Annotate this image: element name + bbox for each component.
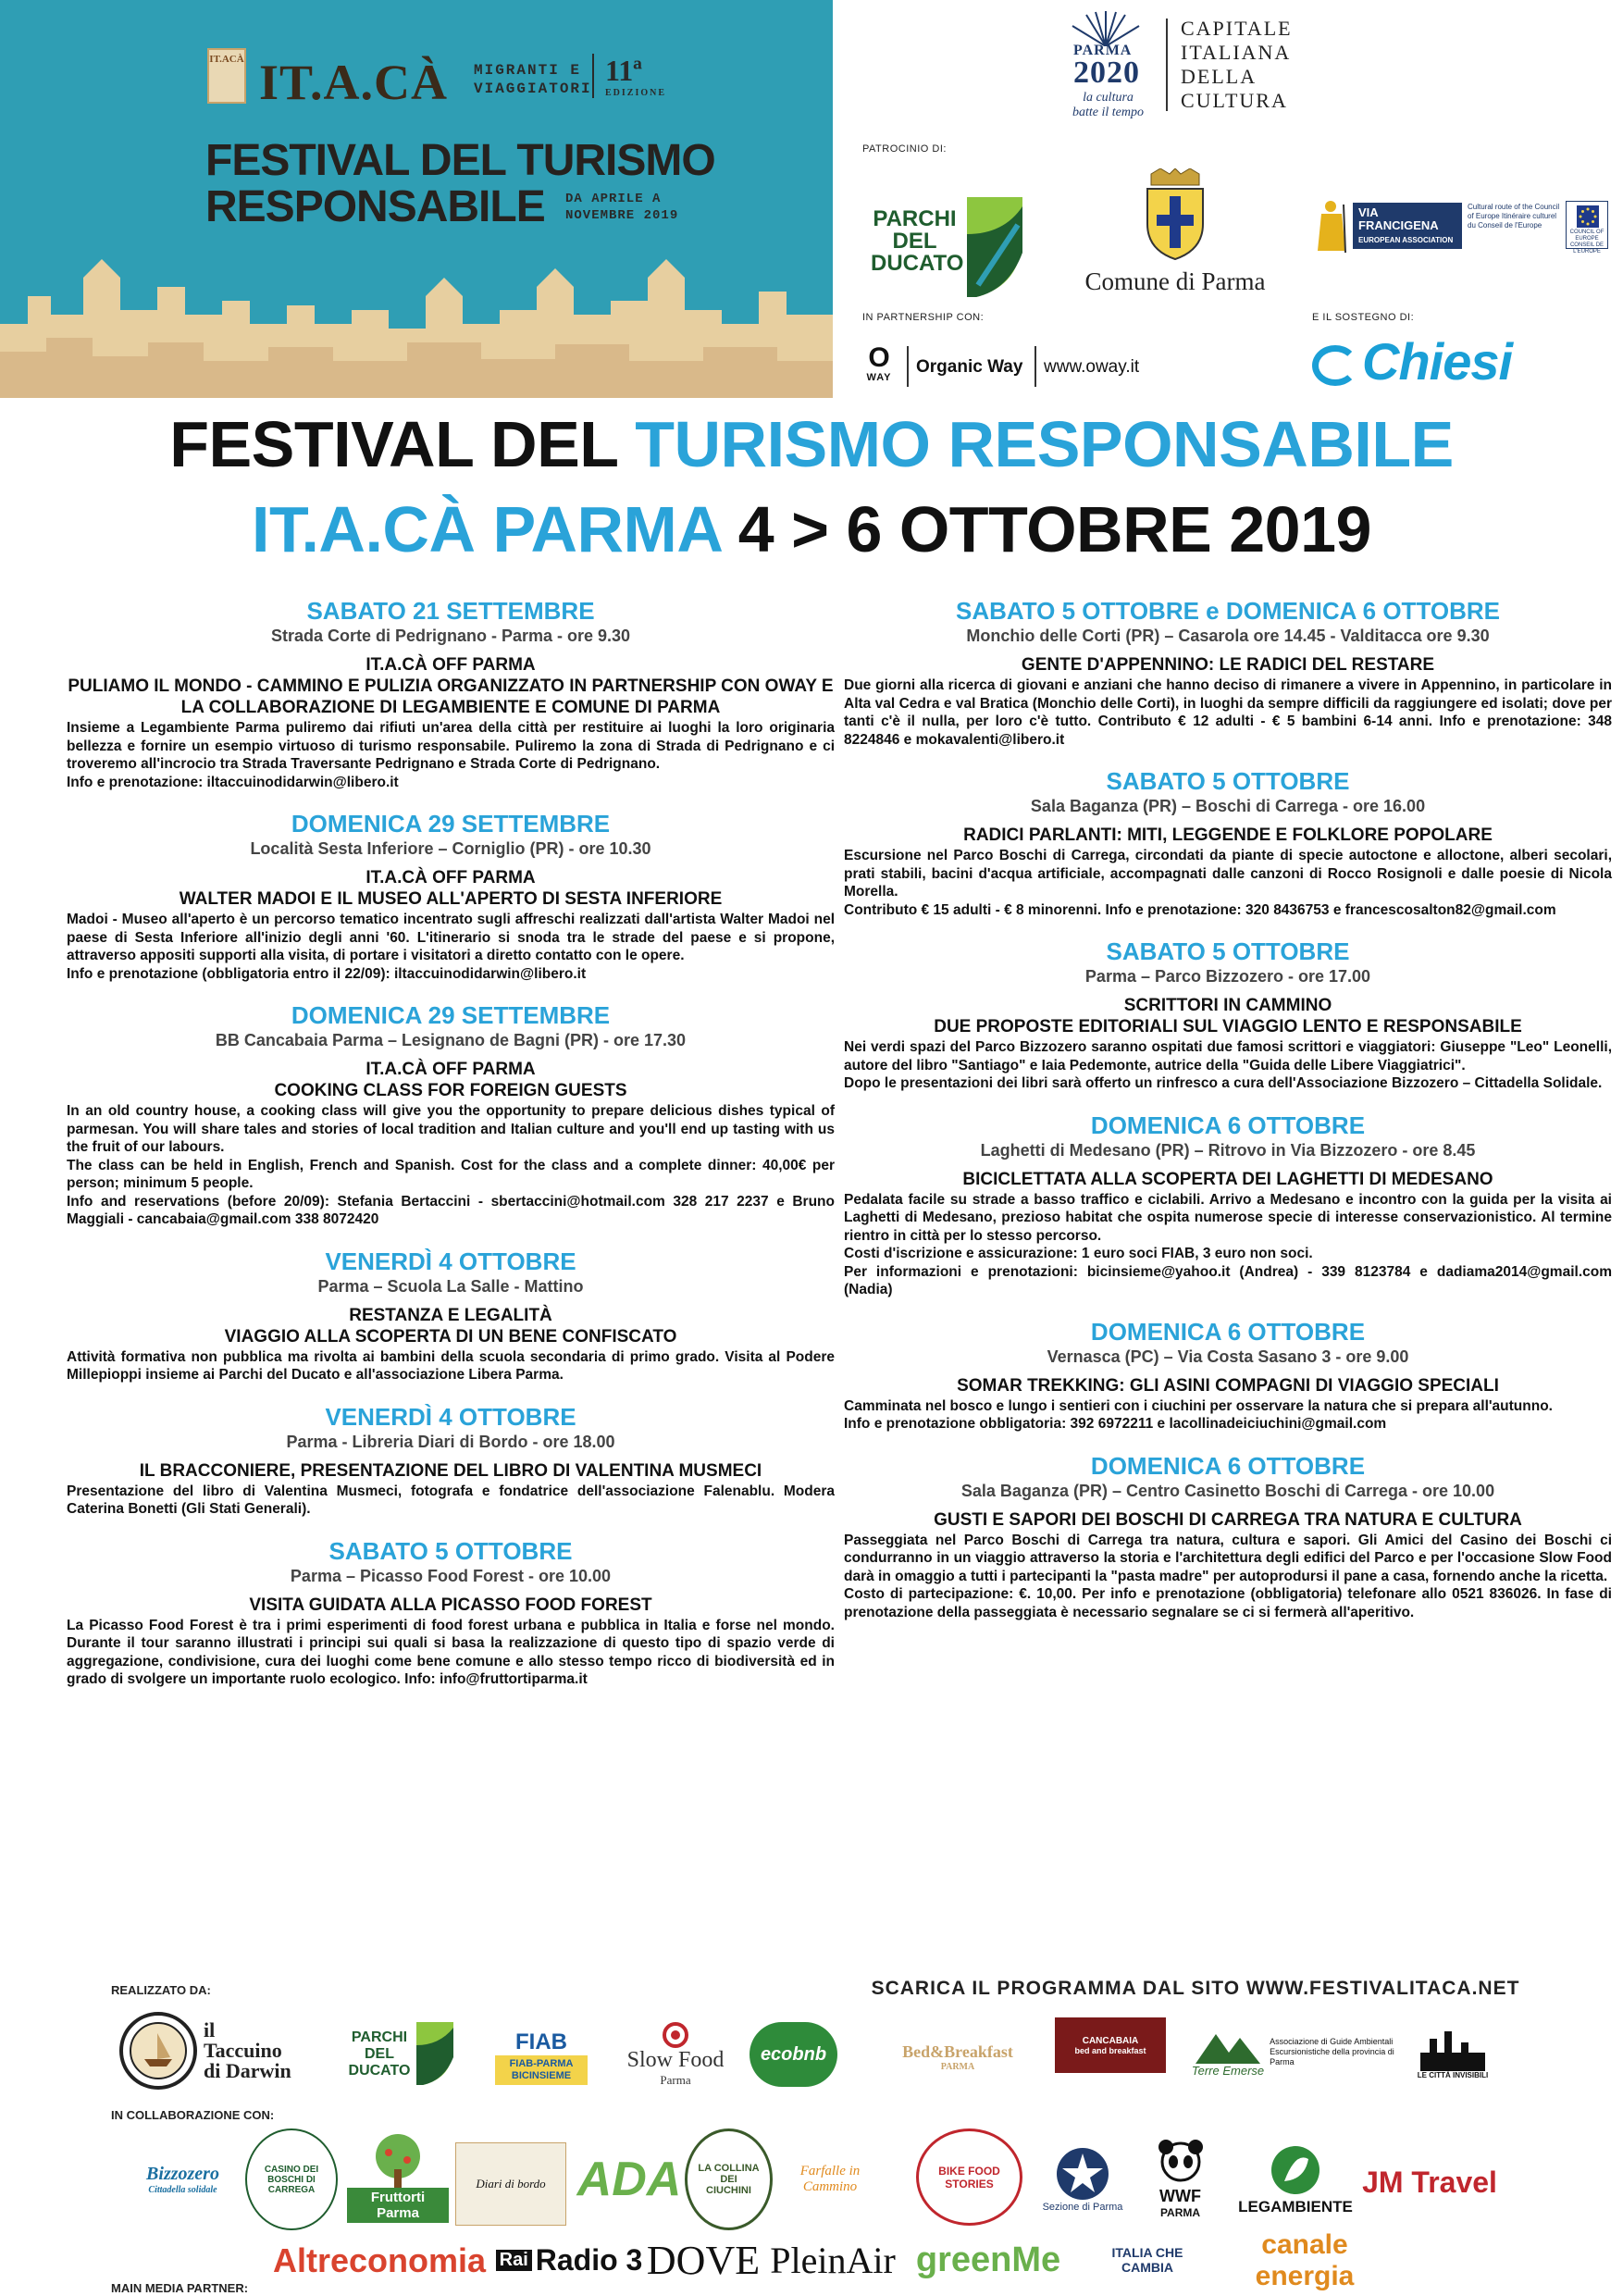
event-place: Parma – Scuola La Salle - Mattino [317,1276,584,1296]
event-date: SABATO 5 OTTOBRE [1106,767,1350,795]
header [0,0,1623,398]
collaborazione-label: IN COLLABORAZIONE CON: [111,2108,275,2122]
event-description: Pedalata facile su strade a basso traffico e ciclabili. Arrivo a Medesano e incontro con la guida per la visita ai Laghetti di Medesano, prezioso habitat che ospita numerose specie di interesse conservazionistico. Al termine rientro in città per lo stesso percorso. Costi d'iscrizione e assicurazione: 1 euro soci FIAB, 3 euro non soci. Per informazioni e prenotazioni: bicinsieme@yahoo.it (Andrea) - 339 8123784 e dadiama2014@gmail.com (Nadia) [844,1191,1612,1297]
event-card [844,1452,1612,1622]
event-description: Passeggiata nel Parco Boschi di Carrega tra natura, cultura e sapori. Gli Amici del Casino dei Boschi ci condurranno in un viaggio attraverso la storia e l'architettura degli edifici del Parco e per l'occasione Slow Food darà in omaggio a tutti i partecipanti la "pasta madre" per autoprodursi il pane a casa, fornendo anche la ricetta. Costo di partecipazione: €. 10,00. Per info e prenotazione (obbligatoria) telefonare allo 0521 836026. In fase di prenotazione della passeggiata è necessario segnalare se ci si fermerà all'aperitivo. [844,1532,1612,1620]
banner-dates: DA APRILE A NOVEMBRE 2019 [565,192,679,223]
taccuino-darwin-logo: il Taccuino di Darwin [118,2006,322,2094]
divider [1035,346,1036,387]
itaca-name: IT.A.CÀ [259,55,449,110]
event-description: Insieme a Legambiente Parma puliremo dai rifiuti un'area della città per restituire ai luoghi la loro originaria bellezza e fornire un esempio virtuoso di turismo responsabile. Puliremo la zona di Strada di Pedrignano e ci troveremo all'incrocio tra Strada Traversante Pedrignano e Strada Corte di Pedrignano. Info e prenotazione: iltaccuinodidarwin@libero.it [67,720,835,790]
ada-logo: ADA [576,2153,682,2206]
festival-banner [0,0,833,398]
event-card [844,597,1612,749]
snail-icon [661,2022,690,2048]
event-title: BICICLETTATA ALLA SCOPERTA DEI LAGHETTI DI MEDESANO [962,1169,1493,1189]
rai-radio3-logo: Rai Radio 3 [495,2235,643,2286]
francigena-box: VIA FRANCIGENA EUROPEAN ASSOCIATION [1353,203,1462,249]
event-description: Presentazione del libro di Valentina Musmeci, fotografa e fondatrice dell'associazione Falenablu. Modera Caterina Bonetti (Gli Stati Generali). [67,1483,835,1517]
citta-invisibili-logo: LE CITTÀ INVISIBILI [1406,2017,1499,2091]
media-partner-label: MAIN MEDIA PARTNER: [111,2281,249,2295]
divider [907,346,909,387]
event-title: SCRITTORI IN CAMMINO DUE PROPOSTE EDITORIALI SUL VIAGGIO LENTO E RESPONSABILE [934,996,1522,1036]
event-title: SOMAR TREKKING: GLI ASINI COMPAGNI DI VIAGGIO SPECIALI [957,1375,1499,1396]
dove-logo: DOVE [646,2238,761,2283]
legambiente-leaf-icon [1268,2142,1323,2198]
canale-energia-logo: canale energia [1255,2229,1355,2291]
event-title: IT.A.CÀ OFF PARMA COOKING CLASS FOR FOREIGN GUESTS [274,1060,627,1100]
event-description: In an old country house, a cooking class will give you the opportunity to prepare delicious dishes typical of parmesan. You will share tales and stories of local tradition and Italian culture and you'll end up tasting with us the fruit of our labours. The class can be held in English, French and Spanish. Cost for the class and a complete dinner: 40,00€ per person; minimum 5 people. Info and reservations (before 20/09): Stefania Bertaccini - sbertaccini@hotmail.com 328 217 2237 e Bruno Maggiali - cancabaia@gmail.com 338 8072420 [67,1103,835,1227]
event-title: GUSTI E SAPORI DEI BOSCHI DI CARREGA TRA NATURA E CULTURA [934,1509,1522,1530]
event-description: Escursione nel Parco Boschi di Carrega, circondati da piante di specie autoctone e alloctone, alberi secolari, prati stabili, bacini d'acqua artificiale, accompagnati dalle canzoni di Rocco Rosignoli e dalle poesie di Nicola Morella. Contributo € 15 adulti - € 8 minorenni. Info e prenotazione: 320 8436753 e francescosalton82@gmail.com [844,848,1612,918]
sunburst-icon [1068,9,1144,46]
event-place: Vernasca (PC) – Via Costa Sasano 3 - ore 9.00 [1047,1347,1409,1366]
cai-parma-logo: Sezione di Parma [1036,2128,1129,2230]
event-date: VENERDÌ 4 OTTOBRE [325,1402,576,1431]
cai-star-icon [1055,2146,1110,2202]
banner-title-line1: FESTIVAL DEL TURISMO [205,136,715,185]
capitale-text: CAPITALE ITALIANA DELLA CULTURA [1181,17,1293,112]
migranti-tagline: MIGRANTI E VIAGGIATORI [474,62,592,97]
event-place: Sala Baganza (PR) – Centro Casinetto Boschi di Carrega - ore 10.00 [960,1481,1495,1500]
collina-ciuchini-logo: LA COLLINA DEI CIUCHINI [685,2128,773,2230]
oway-url: www.oway.it [1044,357,1140,377]
event-title: GENTE D'APPENNINO: LE RADICI DEL RESTARE [1021,655,1435,675]
event-place: Parma – Picasso Food Forest - ore 10.00 [290,1566,612,1585]
mountains-icon [1196,2027,1260,2064]
event-place: Sala Baganza (PR) – Boschi di Carrega - ore 16.00 [1030,797,1426,815]
event-place: Strada Corte di Pedrignano - Parma - ore 9.30 [270,627,631,645]
parchi-ducato-text: PARCHI DEL DUCATO [871,206,964,276]
event-card [67,1537,835,1689]
event-date: SABATO 5 OTTOBRE [328,1536,573,1565]
main-title-line1: FESTIVAL DEL TURISMO RESPONSABILE [169,408,1454,480]
skyline-illustration [0,222,833,398]
event-description: Nei verdi spazi del Parco Bizzozero saranno ospitati due famosi scrittori e viaggiatori: Giuseppe "Leo" Leonelli, autore del libro "Santiago" e Iaia Pedemonte, autrice della "Guida delle Libere Viaggiatrici". Dopo le presentazioni dei libri sarà offerto un rinfresco a cura dell'Associazione Bizzozero – Cittadella Solidale. [844,1039,1612,1091]
parma2020-logo [1064,9,1416,119]
event-date: DOMENICA 6 OTTOBRE [1090,1317,1366,1346]
event-date: VENERDÌ 4 OTTOBRE [325,1247,576,1275]
greenme-logo: greenMe [915,2240,1061,2279]
panda-icon [1153,2136,1208,2187]
event-description: Camminata nel bosco e lungo i sentieri con i ciuchini per osservare la natura che si prepara all'autunno. Info e prenotazione obbligatoria: 392 6972211 e lacollinadeiciuchini@gmail.com [844,1397,1553,1432]
tree-icon [361,2132,435,2188]
parchi-ducato-logo [865,190,1032,301]
fruttorti-logo: Fruttorti Parma [347,2128,449,2226]
fiab-logo: FIAB FIAB-PARMA BICINSIEME [486,2016,597,2099]
bike-food-stories-logo: BIKE FOOD STORIES [916,2128,1022,2226]
event-description: Madoi - Museo all'aperto è un percorso tematico incentrato sugli affreschi realizzati dall'artista Walter Madoi nel paese di Sesta Inferiore all'inizio degli anni '60. L'itinerario si snoda tra le strade del paese e si propone, attraverso appositi supporti alla visita, di portare i visitatori a diretto contatto con le opere. Info e prenotazione (obbligatoria entro il 22/09): iltaccuinodidarwin@libero.it [67,912,835,982]
oway-mark: O WAY [866,342,892,383]
diari-bordo-logo: Diari di bordo [455,2142,566,2226]
event-date: DOMENICA 6 OTTOBRE [1090,1111,1366,1139]
bed-breakfast-logo: Bed&Breakfast PARMA [902,2042,1013,2072]
casino-boschi-logo: CASINO DEI BOSCHI DI CARREGA [245,2128,338,2230]
event-date: SABATO 5 OTTOBRE [1106,937,1350,965]
wwf-logo: WWF PARMA [1136,2124,1224,2230]
event-title: RESTANZA E LEGALITÀ VIAGGIO ALLA SCOPERTA DI UN BENE CONFISCATO [224,1305,677,1347]
event-card [844,937,1612,1093]
parchi-ducato-footer-logo: PARCHI DEL DUCATO [338,2017,467,2091]
event-card [67,810,835,983]
parma2020-text: PARMA 2020 [1073,43,1140,90]
comune-parma-logo [1064,167,1286,296]
event-place: Parma – Parco Bizzozero - ore 17.00 [1084,967,1371,986]
rai-badge: Rai [496,2250,532,2271]
pilgrim-icon [1314,199,1349,253]
event-card [67,597,835,791]
event-description: Due giorni alla ricerca di giovani e anziani che hanno deciso di rimanere a vivere in Appennino, in particolare in Alta val Cedra e val Bratica (Monchio delle Corti), in luoghi da sempre difficili da raggiungere ed isolati; dove per tanti c'è il nulla, per loro c'è tutto. Contributo € 12 adulti - € 5 bambini 6-14 anni. Info e prenotazione: 348 8224846 e mokavalenti@libero.it [844,677,1612,748]
event-title: IT.A.CÀ OFF PARMA PULIAMO IL MONDO - CAMMINO E PULIZIA ORGANIZZATO IN PARTNERSHIP CON OWAY E LA COLLABORAZIONE DI LEGAMBIENTE E COMUNE DI PARMA [68,655,834,717]
chiesi-mark-icon [1312,345,1358,386]
bizzozero-logo: Bizzozero Cittadella solidale [146,2164,219,2195]
edition-badge: 11ª EDIZIONE [592,54,666,98]
event-card [67,1247,835,1384]
event-place: Laghetti di Medesano (PR) – Ritrovo in Via Bizzozero - ore 8.45 [980,1140,1476,1160]
event-place: BB Cancabaia Parma – Lesignano de Bagni (PR) - ore 17.30 [215,1031,687,1049]
event-description: Attività formativa non pubblica ma rivolta ai bambini della scuola secondaria di primo grado. Visita al Podere Millepioppi insieme ai Parchi del Ducato e all'associazione Libera Parma. [67,1348,835,1383]
event-place: Parma - Libreria Diari di Bordo - ore 18.00 [286,1432,615,1451]
event-date: DOMENICA 6 OTTOBRE [1090,1451,1366,1480]
download-program-text: SCARICA IL PROGRAMMA DAL SITO WWW.FESTIVALITACA.NET [871,1978,1520,1999]
compass-ship-icon [118,2011,198,2091]
event-title: IT.A.CÀ OFF PARMA WALTER MADOI E IL MUSEO ALL'APERTO DI SESTA INFERIORE [179,868,723,909]
event-title: IL BRACCONIERE, PRESENTAZIONE DEL LIBRO DI VALENTINA MUSMECI [139,1460,762,1481]
cancabaia-logo: CANCABAIA bed and breakfast [1055,2017,1166,2073]
pleinair-logo: PleinAir [770,2240,896,2281]
francigena-desc: Cultural route of the Council of Europe Itinéraire culturel du Conseil de l'Europe [1468,203,1560,230]
event-title: RADICI PARLANTI: MITI, LEGGENDE E FOLKLORE POPOLARE [963,825,1493,845]
sostegno-label: E IL SOSTEGNO DI: [1312,312,1415,323]
event-description: La Picasso Food Forest è tra i primi esperimenti di food forest urbana e pubblica in Italia e forse nel mondo. Durante il tour saranno illustrati i principi sui quali si basa la realizzazione di questo tipo di spazio verde di aggregazione, condivisione, cura dei luoghi come bene comune e allo stesso tempo ricco di biodiversità ed in grado di svolgere un importante ruolo ecologico. Info: info@fruttortiparma.it [67,1617,835,1687]
parma2020-tagline: la cultura batte il tempo [1072,91,1144,119]
banner-title-line2: RESPONSABILE [205,182,545,231]
event-place: Monchio delle Corti (PR) – Casarola ore 14.45 - Valditacca ore 9.30 [966,627,1490,645]
coat-of-arms-icon [1138,168,1212,261]
comune-parma-text: Comune di Parma [1084,267,1266,295]
patrocinio-label: PATROCINIO DI: [862,143,947,155]
city-skyline-icon [1420,2029,1485,2071]
oway-name: Organic Way [916,357,1023,377]
council-europe-logo: COUNCIL OF EUROPE CONSEIL DE L'EUROPE [1566,201,1608,249]
event-card [67,1403,835,1519]
event-card [844,1318,1612,1433]
right-event-column [844,597,1612,1640]
terre-emerse-logo: Terre Emerse Associazione di Guide Ambientali Escursionistiche della provincia di Parma [1184,2010,1406,2093]
itaca-small-logo: IT.ACÀ [207,48,246,104]
ecobnb-logo: ecobnb [750,2022,837,2087]
event-title: VISITA GUIDATA ALLA PICASSO FOOD FOREST [249,1595,652,1615]
altreconomia-logo: Altreconomia [272,2241,487,2279]
chiesi-logo: Chiesi [1312,331,1512,391]
leaf-icon [412,2022,458,2087]
italia-che-cambia-logo: ITALIA CHE CAMBIA [1111,2245,1183,2275]
realizzato-label: REALIZZATO DA: [111,1983,211,1997]
left-event-column [67,597,835,1707]
partnership-label: IN PARTNERSHIP CON: [862,312,985,323]
main-title-line2: IT.A.CÀ PARMA 4 > 6 OTTOBRE 2019 [252,493,1371,565]
eu-stars-icon [1577,205,1599,228]
event-date: DOMENICA 29 SETTEMBRE [291,810,611,838]
oway-logo [861,342,1166,398]
divider [1166,19,1168,111]
event-card [844,1111,1612,1299]
jm-travel-logo: JM Travel [1362,2165,1497,2199]
slow-food-logo: Slow Food Parma [615,2016,736,2094]
legambiente-logo: LEGAMBIENTE [1235,2128,1356,2230]
via-francigena-logo [1314,199,1610,254]
farfalle-logo: Farfalle in Cammino [799,2164,861,2194]
event-card [844,767,1612,919]
event-date: SABATO 21 SETTEMBRE [306,597,595,625]
event-date: DOMENICA 29 SETTEMBRE [291,1001,611,1029]
event-place: Località Sesta Inferiore – Corniglio (PR) - ore 10.30 [250,839,651,858]
leaf-icon [958,197,1032,299]
event-card [67,1001,835,1229]
event-date: SABATO 5 OTTOBRE e DOMENICA 6 OTTOBRE [956,597,1500,625]
